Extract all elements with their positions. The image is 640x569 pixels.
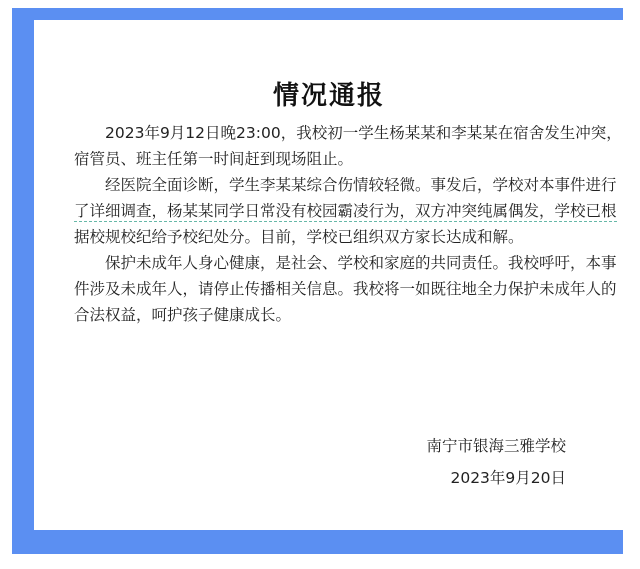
school-name: 南宁市银海三雅学校: [426, 437, 566, 455]
paragraph-line: 件涉及未成年人，请停止传播相关信息。我校将一如既往地全力保护未成年人的: [74, 280, 617, 298]
signature-block: [426, 433, 566, 491]
paragraph-3: [74, 250, 638, 328]
notice-date: 2023年9月20日: [450, 469, 566, 487]
paragraph-line: [74, 198, 638, 224]
paragraph-line: 2023年9月12日晚23:00，我校初一学生杨某某和李某某在宿舍发生冲突，: [105, 124, 622, 142]
underlined-text: 了详细调查，杨某某同学日常没有校园霸凌行为，双方冲突纯属偶发，学校已根: [74, 202, 617, 220]
paragraph-line: 宿管员、班主任第一时间赶到现场阻止。: [74, 150, 354, 168]
notice-body: [74, 120, 638, 328]
notice-frame: [12, 8, 623, 554]
paragraph-line: 合法权益，呵护孩子健康成长。: [74, 306, 292, 324]
paragraph-line: 保护未成年人身心健康，是社会、学校和家庭的共同责任。我校呼吁，本事: [105, 254, 617, 272]
paragraph-2: [74, 172, 638, 250]
paragraph-1: [74, 120, 638, 172]
notice-title: 情况通报: [272, 81, 385, 111]
paragraph-line: 经医院全面诊断，学生李某某综合伤情较轻微。事发后，学校对本事件进行: [105, 176, 617, 194]
notice-paper: [34, 20, 624, 530]
paragraph-line: 据校规校纪给予校纪处分。目前，学校已组织双方家长达成和解。: [74, 228, 524, 246]
